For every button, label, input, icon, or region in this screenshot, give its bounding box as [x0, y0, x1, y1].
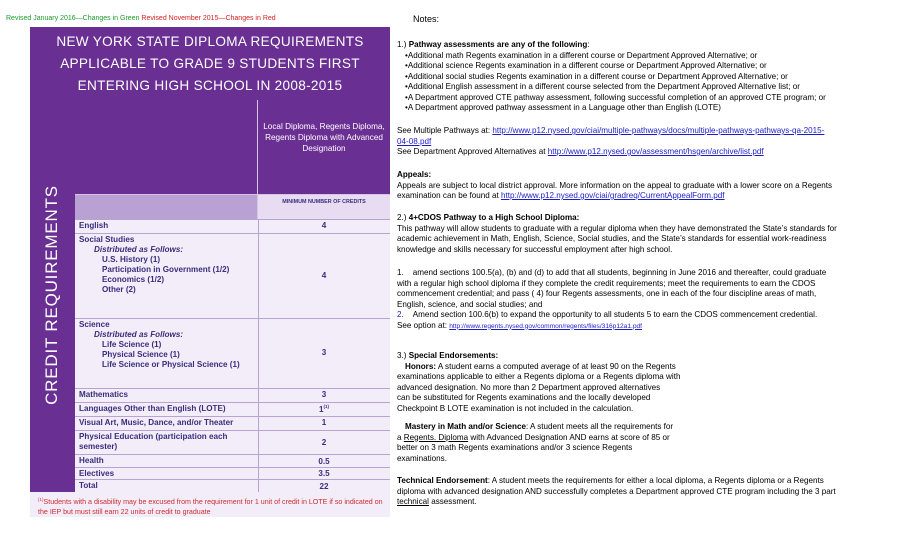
- amend-line: English, science, and social studies; and: [397, 299, 543, 309]
- row-sub-item: Other (2): [102, 285, 136, 294]
- special-heading-line: [397, 351, 680, 362]
- technical-line3: [397, 497, 836, 508]
- amend-item-2-num: 2.: [397, 310, 404, 319]
- see-alternatives-line: [397, 147, 824, 158]
- amend-item-1: [397, 268, 826, 279]
- pathway-heading: Pathway assessments are any of the following: [408, 40, 588, 49]
- header-blank-cell: [75, 100, 258, 195]
- footnote-marker: (1): [38, 497, 44, 502]
- table-row-physical-education: [75, 430, 390, 454]
- mastery-text: : A student meets all the requirements for: [526, 422, 674, 431]
- row-name: Electives: [79, 469, 115, 478]
- honors-label: Honors:: [405, 361, 437, 371]
- pathway-bullet: •Additional science Regents examination in a different course or Department Approved Alternative; or: [405, 61, 767, 70]
- footnote: [30, 492, 390, 517]
- amend-section: [397, 268, 826, 332]
- mastery-post: with Advanced Designation AND earns at score of 85 or: [468, 432, 670, 442]
- table-row-math: [75, 388, 390, 402]
- pathway-bullet: •Additional social studies Regents examination in a different course or Department Approved Alternative; or: [405, 71, 788, 81]
- revision-green: Revised January 2016—Changes in Green: [6, 15, 140, 22]
- row-value: 0.5: [318, 457, 330, 466]
- table-row-science: [75, 318, 390, 388]
- pathway-prefix: 1.): [397, 40, 409, 49]
- footnote-marker: (1): [323, 404, 329, 409]
- row-value: [258, 404, 390, 414]
- table-row-total: [75, 479, 390, 492]
- row-name: Visual Art, Music, Dance, and/or Theater: [79, 418, 234, 427]
- appeals-line2-text: examination can be found at: [397, 191, 501, 200]
- row-value: 4: [321, 221, 327, 230]
- table-row-electives: [75, 467, 390, 479]
- alternatives-link[interactable]: http://www.p12.nysed.gov/assessment/hsgen/archive/list.pdf: [547, 147, 764, 156]
- special-prefix: 3.): [397, 351, 409, 360]
- see-multiple-text: See Multiple Pathways at:: [397, 126, 493, 135]
- row-sub-item: Physical Science (1): [102, 350, 180, 359]
- technical-end: assessment.: [428, 497, 477, 506]
- row-sub-item: U.S. History (1): [102, 255, 161, 264]
- cdos-section: [397, 213, 837, 255]
- technical-line2: diploma with advanced designation AND successfully completes a Department approved CTE program including the 3 part: [397, 486, 836, 496]
- amend-line: with a regular high school diploma if they complete the credit requirements; meet the requirements to earn the CDOS: [397, 278, 816, 288]
- mastery-regents-word: Regents. Diploma: [403, 432, 469, 442]
- technical-label: Technical Endorsement: [397, 476, 488, 485]
- mastery-line: [397, 422, 673, 433]
- technical-line: [397, 476, 836, 487]
- panel-title: [30, 27, 390, 100]
- cdos-prefix: 2.): [397, 213, 409, 222]
- see-multiple-line2: [397, 137, 824, 148]
- band-label: CREDIT REQUIREMENTS: [42, 185, 61, 405]
- row-distributed: Distributed as Follows:: [94, 330, 184, 339]
- appeals-heading-text: Appeals:: [397, 170, 432, 179]
- special-endorsements-section: [397, 351, 680, 414]
- row-name: Physical Education (participation each semester): [79, 432, 228, 451]
- side-band: [30, 100, 75, 492]
- row-value: 3: [321, 390, 327, 399]
- table-row-english: [75, 219, 390, 233]
- subheader-min-credits: MINIMUM NUMBER OF CREDITS: [258, 195, 390, 219]
- revision-note: [6, 15, 276, 22]
- cdos-heading: 4+CDOS Pathway to a High School Diploma:: [408, 213, 580, 222]
- pathway-colon: :: [587, 40, 590, 49]
- row-value-text: 1: [318, 405, 324, 414]
- panel-title-line: APPLICABLE TO GRADE 9 STUDENTS FIRST: [60, 56, 360, 71]
- table-row-arts: [75, 416, 390, 430]
- honors-text: A student earns a computed average of at least 90 on the Regents: [436, 361, 676, 371]
- appeals-heading: [397, 170, 832, 181]
- pathway-bullet: •Additional English assessment in a different course selected from the Department Approved Alternative list; or: [405, 82, 800, 91]
- row-name: English: [79, 221, 109, 230]
- credit-requirements-panel: [30, 27, 390, 517]
- row-value: 3: [321, 348, 327, 357]
- special-heading: Special Endorsements:: [408, 351, 499, 360]
- honors-line: can be substituted for Regents examinations and the locally developed: [397, 393, 651, 402]
- row-sub-item: Life Science (1): [102, 340, 162, 349]
- row-name: Total: [79, 481, 98, 490]
- cdos-line: This pathway will allow students to graduate with a regular diploma when they have demonstrated the State’s standards for: [397, 223, 837, 233]
- requirements-table: [30, 100, 390, 492]
- revision-red: Revised November 2015—Changes in Red: [141, 15, 276, 22]
- footnote-text: Students with a disability may be excused from the requirement for 1 unit of credit in LOTE if so indicated on the IEP but must still earn 22 units of credit to graduate: [38, 498, 383, 516]
- technical-section: [397, 476, 836, 508]
- row-distributed: Distributed as Follows:: [94, 245, 184, 254]
- table-row-health: [75, 454, 390, 467]
- row-name: Health: [79, 456, 104, 465]
- mastery-line2: [397, 433, 673, 444]
- row-value: 2: [321, 438, 327, 447]
- honors-line: advanced designation. No more than 2 Department approved alternatives: [397, 382, 661, 392]
- mastery-line4: examinations.: [397, 453, 447, 463]
- cdos-line: academic achievement in Math, English, Science, Social studies, and the State’s standards for essential work-readiness: [397, 234, 827, 243]
- mastery-pre: a: [397, 432, 404, 442]
- row-sub-item: Economics (1/2): [102, 275, 165, 284]
- honors-line: [397, 362, 680, 373]
- row-name-text: Social Studies: [79, 235, 135, 244]
- table-row-social-studies: [75, 233, 390, 318]
- row-name: [79, 235, 257, 295]
- table-row-lote: [75, 402, 390, 416]
- row-name-text: Science: [79, 320, 110, 329]
- appeal-form-link[interactable]: http://www.p12.nysed.gov/ciai/gradreq/CurrentAppealForm.pdf: [500, 191, 725, 200]
- column-divider: [258, 219, 259, 492]
- cdos-heading-line: [397, 213, 837, 224]
- notes-heading: Notes:: [413, 14, 440, 24]
- pathway-bullet: •A Department approved pathway assessment in a Language other than English (LOTE): [405, 103, 721, 112]
- see-multiple-pathways: [397, 126, 824, 158]
- pathway-bullet: •Additional math Regents examination in a different course or Department Approved Alternative; or: [405, 50, 758, 60]
- technical-text: : A student meets the requirements for either a local diploma, a Regents diploma or a Regents: [487, 476, 824, 485]
- subheader-blank-cell: [75, 195, 258, 219]
- appeals-line: Appeals are subject to local district approval. More information on the appeal to graduate with a lower score on a Regents: [397, 180, 833, 190]
- amend-item-1-text: amend sections 100.5(a), (b) and (d) to add that all students, beginning in June 2016 and thereafter, could graduate: [412, 268, 827, 277]
- amend-item-2-text: Amend section 100.6(b) to expand the opportunity to all students 5 to earn the CDOS commencement credential.: [412, 310, 818, 319]
- honors-line: examinations applicable to either a Regents diploma or a Regents diploma with: [397, 372, 681, 381]
- appeals-line2: [397, 191, 832, 202]
- honors-line: Checkpoint B LOTE examination is not included in the calculation.: [397, 403, 634, 413]
- panel-title-line: ENTERING HIGH SCHOOL IN 2008-2015: [77, 78, 343, 93]
- row-sub-item: Life Science or Physical Science (1): [102, 360, 240, 369]
- mastery-section: [397, 422, 673, 464]
- mastery-line3: better on 3 math Regents examinations and/or 3 science Regents: [397, 443, 633, 452]
- column-header: Local Diploma, Regents Diploma, Regents Diploma with Advanced Designation: [258, 100, 390, 195]
- row-name: Mathematics: [79, 390, 129, 399]
- pathway-bullet: •A Department approved CTE pathway assessment, following successful completion of an approved CTE program; or: [405, 92, 826, 102]
- see-multiple-line: [397, 126, 824, 137]
- row-sub-item: Participation in Government (1/2): [102, 265, 230, 274]
- mastery-label: Mastery in Math and/or Science: [405, 422, 526, 431]
- pathway-section: [397, 40, 826, 114]
- regents-option-link[interactable]: http://www.regents.nysed.gov/common/regents/files/316p12a1.pdf: [449, 322, 642, 330]
- row-value: 4: [321, 271, 327, 280]
- amend-item-2: [397, 310, 826, 321]
- row-name: Languages Other than English (LOTE): [79, 404, 226, 413]
- multiple-pathways-link-cont[interactable]: 04-08.pdf: [397, 136, 432, 146]
- appeals-section: [397, 170, 832, 202]
- see-option-line: [397, 321, 826, 333]
- row-value: 22: [319, 482, 329, 491]
- see-alternatives-text: See Department Approved Alternatives at: [397, 147, 548, 156]
- row-value: 1: [321, 418, 327, 427]
- panel-title-line: NEW YORK STATE DIPLOMA REQUIREMENTS: [56, 34, 364, 49]
- see-option-text: See option at:: [397, 320, 450, 330]
- row-name: [79, 320, 257, 370]
- multiple-pathways-link[interactable]: http://www.p12.nysed.gov/ciai/multiple-pathways/docs/multiple-pathways-pathways-qa-2015-: [492, 126, 825, 135]
- row-value: 3.5: [318, 469, 330, 478]
- cdos-line: knowledge and skills necessary for successful employment after high school.: [397, 244, 673, 254]
- amend-item-1-num: 1.: [397, 268, 404, 277]
- pathway-heading-line: [397, 40, 826, 51]
- amend-line: commencement credential; and pass ( 4) four Regents assessments, one in each of the four discipline areas of math,: [397, 289, 817, 298]
- technical-word: technical: [397, 497, 429, 506]
